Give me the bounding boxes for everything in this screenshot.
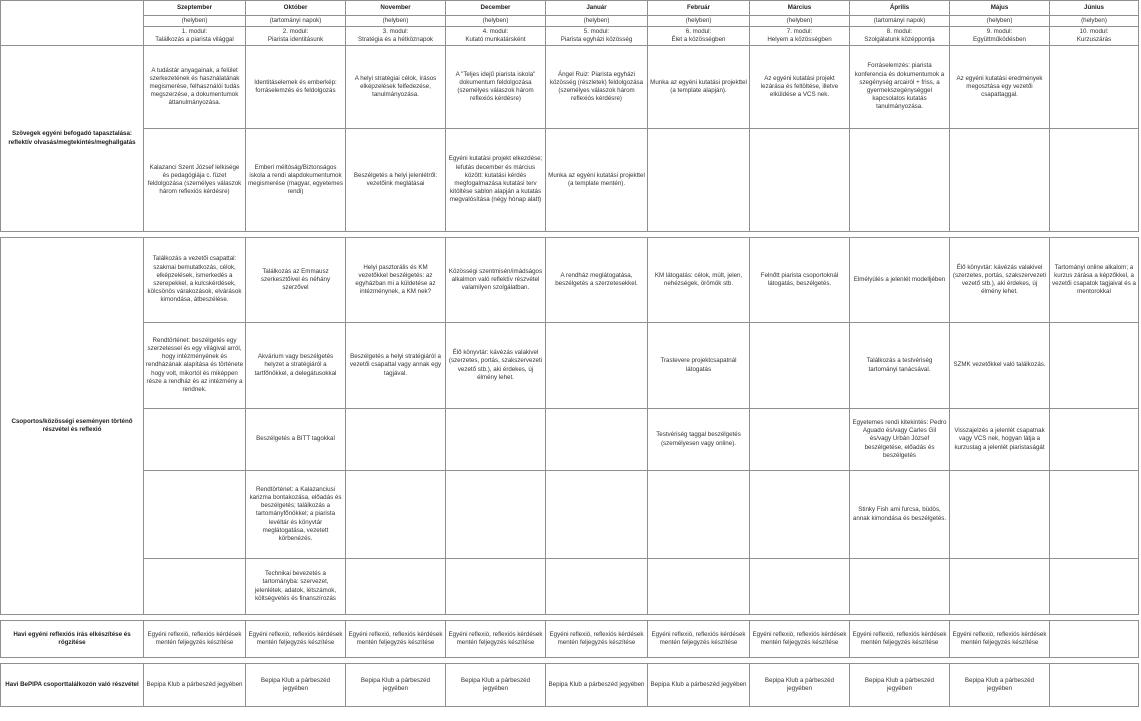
activity-cell: [950, 471, 1050, 559]
module-number: 4. modul:: [482, 27, 509, 35]
activity-cell: [750, 323, 850, 409]
activity-cell: [546, 409, 648, 471]
activity-cell: [446, 409, 546, 471]
writing-cell: Egyéni reflexió, reflexiós kérdések mentén feljegyzés készítése: [346, 621, 446, 658]
writing-cell: Egyéni reflexió, reflexiós kérdések mentén feljegyzés készítése: [850, 621, 950, 658]
activity-cell: [1050, 559, 1139, 615]
activity-cell: [750, 559, 850, 615]
writing-cell: Egyéni reflexió, reflexiós kérdések mentén feljegyzés készítése: [246, 621, 346, 658]
activity-cell: [546, 323, 648, 409]
writing-cell: Egyéni reflexió, reflexiós kérdések mentén feljegyzés készítése: [750, 621, 850, 658]
writing-cell: [1050, 621, 1139, 658]
meeting-cell: Bepipa Klub a párbeszéd jegyében: [850, 664, 950, 707]
activity-cell: [144, 409, 246, 471]
module-title: [950, 27, 1050, 46]
activity-cell: Egyéni kutatási projekt elkezdése; lefutás december és március között: kutatási kérdés megfogalmazása kutatási terv kitöltése sablon alapján a kutatás megvalósítása (négy hónap alatt): [446, 129, 546, 232]
meeting-cell: Bepipa Klub a párbeszéd jegyében: [346, 664, 446, 707]
activity-cell: KM látogatás: célok, múlt, jelen, nehézségek, örömök stb.: [648, 238, 750, 323]
activity-cell: [346, 471, 446, 559]
activity-cell: Munka az egyéni kutatási projekttel (a template alapján).: [648, 46, 750, 129]
activity-cell: Találkozás a testvériség tartományi tanácsával.: [850, 323, 950, 409]
writing-cell: Egyéni reflexió, reflexiós kérdések mentén feljegyzés készítése: [546, 621, 648, 658]
table-body: [1, 1, 1139, 707]
group-event-row: [1, 559, 1139, 615]
activity-cell: [346, 409, 446, 471]
activity-cell: [1050, 129, 1139, 232]
meeting-cell: Bepipa Klub a párbeszéd jegyében: [446, 664, 546, 707]
group-event-row: [1, 409, 1139, 471]
module-number: 9. modul:: [986, 27, 1013, 35]
month-name: Szeptember: [144, 1, 246, 16]
activity-cell: Az egyéni kutatási eredmények megosztása egy vezetői csapattaggal.: [950, 46, 1050, 129]
month-location: (helyben): [546, 16, 648, 27]
text-reflection-row: [1, 46, 1139, 129]
module-title: [648, 27, 750, 46]
month-name: Április: [850, 1, 950, 16]
meeting-cell: Bepipa Klub a párbeszéd jegyében: [546, 664, 648, 707]
meeting-cell: [1050, 664, 1139, 707]
module-title: [546, 27, 648, 46]
month-location: (helyben): [446, 16, 546, 27]
writing-cell: Egyéni reflexió, reflexiós kérdések mentén feljegyzés készítése: [144, 621, 246, 658]
group-event-row: [1, 471, 1139, 559]
meeting-cell: Bepipa Klub a párbeszéd jegyében: [950, 664, 1050, 707]
module-title: [144, 27, 246, 46]
month-name: Október: [246, 1, 346, 16]
month-location: (tartományi napok): [246, 16, 346, 27]
activity-cell: Az egyéni kutatási projekt lezárása és feltöltése, illetve elküldése a VCS nek.: [750, 46, 850, 129]
activity-cell: Akvárium vagy beszélgetés helyzet a stratégiáról a tartfőnökkel, a delegátusokkal: [246, 323, 346, 409]
module-number: 8. modul:: [886, 27, 913, 35]
month-name: December: [446, 1, 546, 16]
activity-cell: Egyetemes rendi kitekintés: Pedro Aguado és/vagy Carles Gil és/vagy Urbán József beszélgetése, előadás és beszélgetés: [850, 409, 950, 471]
activity-cell: Technikai bevezetés a tartományba: szervezet, jelenlétek, adatok, létszámok, költségvetés és finanszírozás: [246, 559, 346, 615]
activity-cell: Élő könyvtár: kávézás valakivel (szerzetes, portás, szakszervezeti vezető stb.), aki érdekes, új élmény lehet.: [446, 323, 546, 409]
activity-cell: [750, 409, 850, 471]
activity-cell: [648, 559, 750, 615]
activity-cell: Rendtörténet: a Kalazanciusi karizma bontakozása, előadás és beszélgetés; találkozás a tartományfőnökkel; a piarista levéltár és könyvtár meglátogatása, vezetett körbenézés.: [246, 471, 346, 559]
activity-cell: Élő könyvtár: kávézás valakivel (szerzetes, portás, szakszervezeti vezető stb.), aki érdekes, új élmény lehet.: [950, 238, 1050, 323]
activity-cell: A "Teljes idejű piarista iskola" dokumentum feldolgozása (személyes válaszok három reflexiós kérdésre): [446, 46, 546, 129]
activity-cell: Stinky Fish ami furcsa, büdös, annak kimondása és beszélgetés.: [850, 471, 950, 559]
month-location: (helyben): [648, 16, 750, 27]
activity-cell: [648, 129, 750, 232]
meeting-cell: Bepipa Klub a párbeszéd jegyében: [750, 664, 850, 707]
activity-cell: [1050, 323, 1139, 409]
module-number: 6. modul:: [685, 27, 712, 35]
module-name: Stratégia és a hétköznapok: [358, 36, 433, 43]
activity-cell: Kalazanci Szent József lelkisége és pedagógiája c. füzet feldolgozása (személyes válaszok három reflexiós kérdésre): [144, 129, 246, 232]
activity-cell: Munka az egyéni kutatási projekttel (a template mentén).: [546, 129, 648, 232]
module-name: Szolgálatunk középpontja: [864, 36, 935, 43]
activity-cell: [144, 471, 246, 559]
module-number: 2. modul:: [282, 27, 309, 35]
activity-cell: [950, 559, 1050, 615]
activity-cell: [850, 129, 950, 232]
writing-cell: Egyéni reflexió, reflexiós kérdések mentén feljegyzés készítése: [648, 621, 750, 658]
activity-cell: [1050, 409, 1139, 471]
activity-cell: Identitáselemek és emberkép: forráselemzés és feldolgozás: [246, 46, 346, 129]
activity-cell: Rendtörténet: beszélgetés egy szerzetessel és egy világival arról, hogy intézményének és rendházának alapítása és története hogy volt, mikortól és miképpen része a rendház és az intézmény a rendnek.: [144, 323, 246, 409]
activity-cell: SZMK vezetőkkel való találkozás.: [950, 323, 1050, 409]
group-event-row: [1, 323, 1139, 409]
month-location: (tartományi napok): [850, 16, 950, 27]
activity-cell: Közösségi szentmisén/imádságos alkalmon való reflektív részvétel valamilyen szolgálatban.: [446, 238, 546, 323]
activity-cell: [750, 129, 850, 232]
group-event-row: [1, 238, 1139, 323]
module-name: Kutató munkatársként: [465, 36, 526, 43]
activity-cell: [850, 559, 950, 615]
activity-cell: Helyi pasztorális és KM vezetőkkel beszélgetés: az egyházban mi a küldetése az intézménynek, a KM nek?: [346, 238, 446, 323]
month-location: (helyben): [750, 16, 850, 27]
activity-cell: [446, 471, 546, 559]
module-number: 10. modul:: [1079, 27, 1109, 35]
activity-cell: A tudástár anyagainak, a felület szerkezetének és használatának megismerése, felhasználói tudás megszerzése, a dokumentumok áttanulmányozása.: [144, 46, 246, 129]
module-name: Élet a közösségben: [671, 36, 726, 43]
month-name: November: [346, 1, 446, 16]
activity-cell: Találkozás az Emmausz szerkesztőivel és néhány szerzővel: [246, 238, 346, 323]
category-label: Csoportos/közösségi eseményen történő részvétel és reflexió: [1, 238, 144, 615]
month-location: (helyben): [346, 16, 446, 27]
activity-cell: Beszélgetés a helyi stratégiáról a vezetői csapattal vagy annak egy tagjával.: [346, 323, 446, 409]
module-name: Piarista egyházi közösség: [560, 36, 633, 43]
month-location: (helyben): [144, 16, 246, 27]
module-number: 7. modul:: [786, 27, 813, 35]
month-location: (helyben): [950, 16, 1050, 27]
bepipa-row: [1, 664, 1139, 707]
activity-cell: Trastevere projektcsapatnál látogatás: [648, 323, 750, 409]
activity-cell: [346, 559, 446, 615]
module-name: Találkozás a piarista világgal: [155, 36, 234, 43]
activity-cell: [648, 471, 750, 559]
monthly-writing-row: [1, 621, 1139, 658]
activity-cell: Beszélgetés a helyi jelenlétről: vezetőink meglátásai: [346, 129, 446, 232]
meeting-cell: Bepipa Klub a párbeszéd jegyében: [648, 664, 750, 707]
module-title: [750, 27, 850, 46]
module-title: [346, 27, 446, 46]
month-name: Január: [546, 1, 648, 16]
activity-cell: Testvériség taggal beszélgetés (személyesen vagy online).: [648, 409, 750, 471]
month-name: Március: [750, 1, 850, 16]
text-reflection-row: [1, 129, 1139, 232]
month-name: Június: [1050, 1, 1139, 16]
meeting-cell: Bepipa Klub a párbeszéd jegyében: [144, 664, 246, 707]
month-place-row: [1, 16, 1139, 27]
activity-cell: [144, 559, 246, 615]
activity-cell: [950, 129, 1050, 232]
meeting-cell: Bepipa Klub a párbeszéd jegyében: [246, 664, 346, 707]
module-number: 5. modul:: [583, 27, 610, 35]
activity-cell: Elmélyülés a jelenlét modelljében: [850, 238, 950, 323]
module-row: [1, 27, 1139, 46]
module-name: Piarista identitásunk: [267, 36, 324, 43]
activity-cell: Felnőtt piarista csoportoknál látogatás, beszélgetés.: [750, 238, 850, 323]
module-title: [246, 27, 346, 46]
month-name: Február: [648, 1, 750, 16]
module-title: [446, 27, 546, 46]
module-title: [850, 27, 950, 46]
activity-cell: [750, 471, 850, 559]
module-number: 3. modul:: [382, 27, 409, 35]
module-title: [1050, 27, 1139, 46]
activity-cell: Emberi méltóság/Biztonságos iskola a rendi alapdokumentumok megismerése (magyar, egyetemes rendi): [246, 129, 346, 232]
month-location: (helyben): [1050, 16, 1139, 27]
activity-cell: [1050, 46, 1139, 129]
writing-cell: Egyéni reflexió, reflexiós kérdések mentén feljegyzés készítése: [446, 621, 546, 658]
module-number: 1. modul:: [181, 27, 208, 35]
writing-cell: Egyéni reflexió, reflexiós kérdések mentén feljegyzés készítése: [950, 621, 1050, 658]
month-header-row: [1, 1, 1139, 16]
activity-cell: Visszajelzés a jelenlét csapatnak vagy VCS nek, hogyan látja a kurzustag a jelenlét piaristaságát: [950, 409, 1050, 471]
module-name: Kurzuszárás: [1076, 36, 1112, 43]
category-label: Szövegek egyéni befogadó tapasztalása: reflektív olvasás/megtekintés/meghallgatás: [1, 46, 144, 232]
module-name: Együttműködésben: [973, 36, 1026, 43]
activity-cell: Találkozás a vezetői csapattal: szakmai bemutatkozás, célok, elképzelések, ismerkedés a szerepekkel, a kulcskérdések, kölcsönös várakozások, elvárások kimondása, átbeszélése.: [144, 238, 246, 323]
activity-cell: Forráselemzés: piarista konferencia és dokumentumok a szegénység arcairól + friss, a gyermekszegénységgel kapcsolatos kutatás tanulmányozása.: [850, 46, 950, 129]
category-label: Havi BePIPA csoporttalálkozón való részvétel: [1, 664, 144, 707]
activity-cell: Tartományi online alkalom; a kurzus zárása a képzőkkel, a vezetői csapatok tagjaival és a mentorokkal: [1050, 238, 1139, 323]
activity-cell: A helyi stratégiai célok, írásos elképzelések felfedezése, tanulmányozása.: [346, 46, 446, 129]
activity-cell: [546, 559, 648, 615]
category-label: Havi egyéni reflexiós írás elkészítése és rögzítése: [1, 621, 144, 658]
activity-cell: [546, 471, 648, 559]
activity-cell: [1050, 471, 1139, 559]
activity-cell: Beszélgetés a BITT tagokkal: [246, 409, 346, 471]
module-name: Helyem a közösségben: [767, 36, 832, 43]
activity-cell: A rendház meglátogatása, beszélgetés a szerzetesekkel.: [546, 238, 648, 323]
corner-cell: [1, 1, 144, 46]
month-name: Május: [950, 1, 1050, 16]
activity-cell: [446, 559, 546, 615]
activity-cell: Ángel Ruiz: Piarista egyházi közösség (részletek) feldolgozása (személyes válaszok három reflexiós kérdésre): [546, 46, 648, 129]
